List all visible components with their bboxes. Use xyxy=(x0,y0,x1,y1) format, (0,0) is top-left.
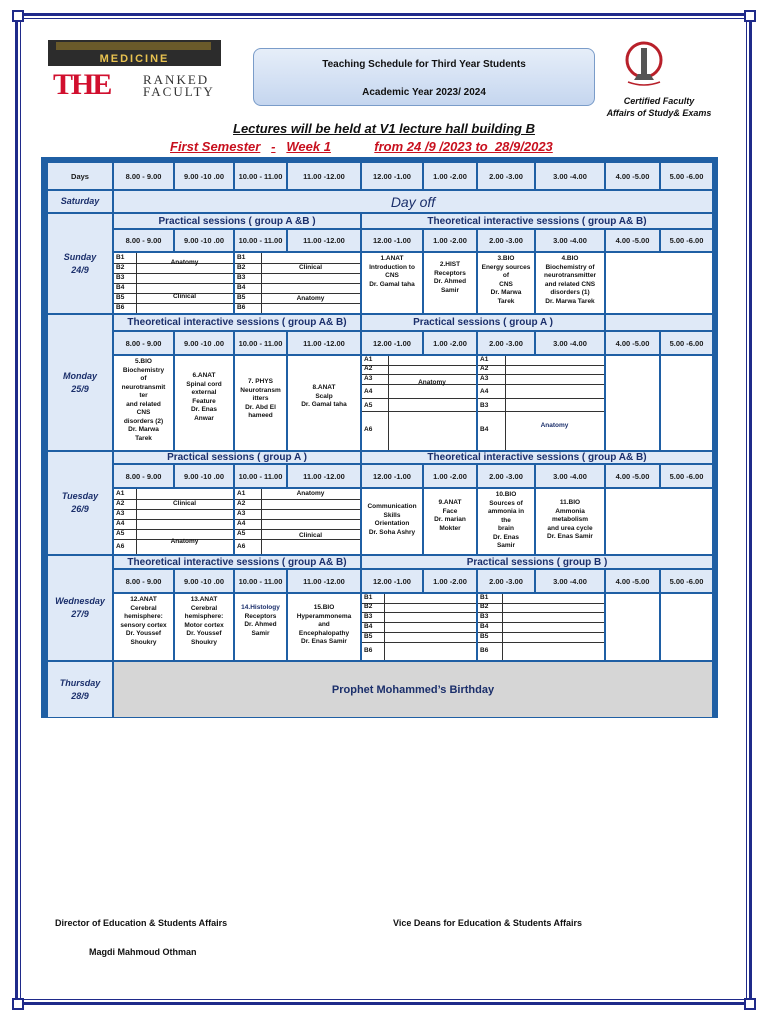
sunday-clinical-label: Clinical xyxy=(172,293,197,300)
empty-cell xyxy=(605,355,660,451)
time-header: 9.00 -10 .00 xyxy=(174,464,234,488)
lecture-communication: Communication Skills Orientation Dr. Soha Ashry xyxy=(361,488,423,555)
time-header: 4.00 -5.00 xyxy=(605,162,660,190)
time-header: 11.00 -12.00 xyxy=(287,162,361,190)
empty-cell xyxy=(660,355,713,451)
lecture-7: 7. PHYS Neurotransm itters Dr. Abd El hameed xyxy=(234,355,287,451)
empty-cell xyxy=(660,593,713,661)
time-header: 8.00 - 9.00 xyxy=(113,569,174,593)
time-header: 1.00 -2.00 xyxy=(423,331,477,355)
time-header: 11.00 -12.00 xyxy=(287,331,361,355)
monday-anatomy-label: Anatomy xyxy=(540,422,569,429)
lecture-15: 15.BIO Hyperammonema and Encephalopathy Dr. Enas Samir xyxy=(287,593,361,661)
sunday-anatomy-label: Anatomy xyxy=(170,259,199,266)
tuesday-practical-banner: Practical sessions ( group A ) xyxy=(113,451,361,464)
certified-faculty-text: Certified Faculty Affairs of Study& Exams xyxy=(606,96,712,118)
monday-theory-banner: Theoretical interactive sessions ( group A& B) xyxy=(113,314,361,331)
time-header: 2.00 -3.00 xyxy=(477,331,535,355)
time-header: 9.00 -10 .00 xyxy=(174,331,234,355)
tuesday-theory-banner: Theoretical interactive sessions ( group A& B) xyxy=(361,451,713,464)
time-header: 12.00 -1.00 xyxy=(361,229,423,252)
sunday-practical-block-1: B1 B2 B3 B4 B5 B6 Anatomy Clinical xyxy=(113,252,234,314)
day-tuesday: Tuesday 26/9 xyxy=(47,451,113,555)
holiday-label: Prophet Mohammed’s Birthday xyxy=(113,661,713,718)
lecture-6: 6.ANAT Spinal cord external Feature Dr. Enas Anwar xyxy=(174,355,234,451)
time-header: 1.00 -2.00 xyxy=(423,229,477,252)
director-title: Director of Education & Students Affairs xyxy=(55,918,228,928)
sunday-practical-banner: Practical sessions ( group A &B ) xyxy=(113,213,361,229)
time-header: 11.00 -12.00 xyxy=(287,464,361,488)
corner-ornament xyxy=(744,998,756,1010)
monday-practical-block-2: A1 A2 A3 A4 B3 B4 Anatomy xyxy=(477,355,605,451)
time-header: 3.00 -4.00 xyxy=(535,229,605,252)
schedule-title: Teaching Schedule for Third Year Students xyxy=(322,59,526,70)
corner-ornament xyxy=(744,10,756,22)
time-header: 12.00 -1.00 xyxy=(361,464,423,488)
time-header: 3.00 -4.00 xyxy=(535,569,605,593)
monday-practical-banner: Practical sessions ( group A ) xyxy=(361,314,605,331)
time-header: 5.00 -6.00 xyxy=(660,464,713,488)
tuesday-clinical-label: Clinical xyxy=(298,532,323,539)
tuesday-anatomy-label: Anatomy xyxy=(170,538,199,545)
empty-cell xyxy=(605,314,713,331)
empty-cell xyxy=(605,593,660,661)
time-header: 5.00 -6.00 xyxy=(660,331,713,355)
lecture-13: 13.ANAT Cerebral hemisphere: Motor cortex Dr. Youssef Shoukry xyxy=(174,593,234,661)
time-header: 12.00 -1.00 xyxy=(361,162,423,190)
time-header: 2.00 -3.00 xyxy=(477,229,535,252)
time-header: 2.00 -3.00 xyxy=(477,162,535,190)
corner-ornament xyxy=(12,998,24,1010)
day-off-label: Day off xyxy=(113,190,713,213)
time-header: 9.00 -10 .00 xyxy=(174,162,234,190)
logo-medicine-text: MEDICINE xyxy=(99,53,170,65)
time-header: 5.00 -6.00 xyxy=(660,162,713,190)
time-header: 1.00 -2.00 xyxy=(423,464,477,488)
lecture-2: 2.HIST Receptors Dr. Ahmed Samir xyxy=(423,252,477,314)
time-header: 4.00 -5.00 xyxy=(605,331,660,355)
lecture-3: 3.BIO Energy sources of CNS Dr. Marwa Tarek xyxy=(477,252,535,314)
time-header: 4.00 -5.00 xyxy=(605,569,660,593)
time-header: 3.00 -4.00 xyxy=(535,162,605,190)
corner-ornament xyxy=(12,10,24,22)
schedule-table xyxy=(41,157,718,718)
monday-anatomy-label: Anatomy xyxy=(418,379,446,386)
time-header: 8.00 - 9.00 xyxy=(113,464,174,488)
time-header: 10.00 - 11.00 xyxy=(234,229,287,252)
lecture-8: 8.ANAT Scalp Dr. Gamal taha xyxy=(287,355,361,451)
director-name: Magdi Mahmoud Othman xyxy=(89,947,197,957)
time-header: 8.00 - 9.00 xyxy=(113,331,174,355)
day-wednesday: Wednesday 27/9 xyxy=(47,555,113,661)
sunday-theory-banner: Theoretical interactive sessions ( group A& B) xyxy=(361,213,713,229)
lecture-5: 5.BIO Biochemistry of neurotransmit ter and related CNS disorders (2) Dr. Marwa Tarek xyxy=(113,355,174,451)
day-monday: Monday 25/9 xyxy=(47,314,113,451)
time-header: 2.00 -3.00 xyxy=(477,464,535,488)
sunday-clinical-label: Clinical xyxy=(298,264,323,271)
days-header: Days xyxy=(47,162,113,190)
logo-ranked-text: RANKED FACULTY xyxy=(143,72,215,99)
time-header: 8.00 - 9.00 xyxy=(113,162,174,190)
tuesday-practical-block-2: A1 A2 A3 A4 A5 A6 Anatomy Clinical xyxy=(234,488,361,555)
lecture-9: 9.ANAT Face Dr. marian Mokter xyxy=(423,488,477,555)
time-header: 2.00 -3.00 xyxy=(477,569,535,593)
lecture-4: 4.BIO Biochemistry of neurotransmitter and related CNS disorders (1) Dr. Marwa Tarek xyxy=(535,252,605,314)
wednesday-practical-banner: Practical sessions ( group B ) xyxy=(361,555,713,569)
tuesday-anatomy-label: Anatomy xyxy=(296,490,325,497)
time-header: 11.00 -12.00 xyxy=(287,569,361,593)
time-header: 12.00 -1.00 xyxy=(361,569,423,593)
day-thursday: Thursday 28/9 xyxy=(47,661,113,718)
tuesday-clinical-label: Clinical xyxy=(172,500,197,507)
the-ranked-logo xyxy=(48,40,223,102)
tuesday-practical-block-1: A1 A2 A3 A4 A5 A6 Clinical Anatomy xyxy=(113,488,234,555)
semester-week-line: First Semester - Week 1 from 24 /9 /2023 to 28/9/2023 xyxy=(170,139,553,154)
wednesday-practical-block-2: B1 B2 B3 B4 B5 B6 xyxy=(477,593,605,661)
lecture-12: 12.ANAT Cerebral hemisphere: sensory cortex Dr. Youssef Shoukry xyxy=(113,593,174,661)
sunday-practical-block-2: B1 B2 B3 B4 B5 B6 Clinical Anatomy xyxy=(234,252,361,314)
lecture-11: 11.BIO Ammonia metabolism and urea cycle Dr. Enas Samir xyxy=(535,488,605,555)
time-header: 11.00 -12.00 xyxy=(287,229,361,252)
day-saturday: Saturday xyxy=(47,190,113,213)
university-seal-icon xyxy=(624,40,664,88)
lecture-14: 14.Histology Receptors Dr. Ahmed Samir xyxy=(234,593,287,661)
time-header: 10.00 - 11.00 xyxy=(234,162,287,190)
logo-the-text: THE xyxy=(53,68,111,101)
time-header: 1.00 -2.00 xyxy=(423,162,477,190)
time-header: 4.00 -5.00 xyxy=(605,229,660,252)
time-header: 10.00 - 11.00 xyxy=(234,331,287,355)
time-header: 10.00 - 11.00 xyxy=(234,569,287,593)
empty-cell xyxy=(605,252,713,314)
academic-year: Academic Year 2023/ 2024 xyxy=(362,87,486,98)
time-header: 8.00 - 9.00 xyxy=(113,229,174,252)
time-header: 12.00 -1.00 xyxy=(361,331,423,355)
time-header: 4.00 -5.00 xyxy=(605,464,660,488)
time-header: 3.00 -4.00 xyxy=(535,464,605,488)
time-header: 3.00 -4.00 xyxy=(535,331,605,355)
time-header: 9.00 -10 .00 xyxy=(174,569,234,593)
vice-deans-title: Vice Deans for Education & Students Affairs xyxy=(393,918,583,928)
wednesday-theory-banner: Theoretical interactive sessions ( group A& B) xyxy=(113,555,361,569)
time-header: 1.00 -2.00 xyxy=(423,569,477,593)
day-sunday: Sunday 24/9 xyxy=(47,213,113,314)
time-header: 5.00 -6.00 xyxy=(660,569,713,593)
monday-practical-block-1: A1 A2 A3 A4 A5 A6 Anatomy xyxy=(361,355,477,451)
empty-cell xyxy=(605,488,713,555)
lecture-10: 10.BIO Sources of ammonia in the brain Dr. Enas Samir xyxy=(477,488,535,555)
schedule-header xyxy=(253,48,595,106)
time-header: 9.00 -10 .00 xyxy=(174,229,234,252)
time-header: 5.00 -6.00 xyxy=(660,229,713,252)
wednesday-practical-block-1: B1 B2 B3 B4 B5 B6 xyxy=(361,593,477,661)
time-header: 10.00 - 11.00 xyxy=(234,464,287,488)
lecture-hall-note: Lectures will be held at V1 lecture hall building B xyxy=(233,121,535,136)
sunday-anatomy-label: Anatomy xyxy=(296,295,325,302)
lecture-1: 1.ANAT Introduction to CNS Dr. Gamal taha xyxy=(361,252,423,314)
